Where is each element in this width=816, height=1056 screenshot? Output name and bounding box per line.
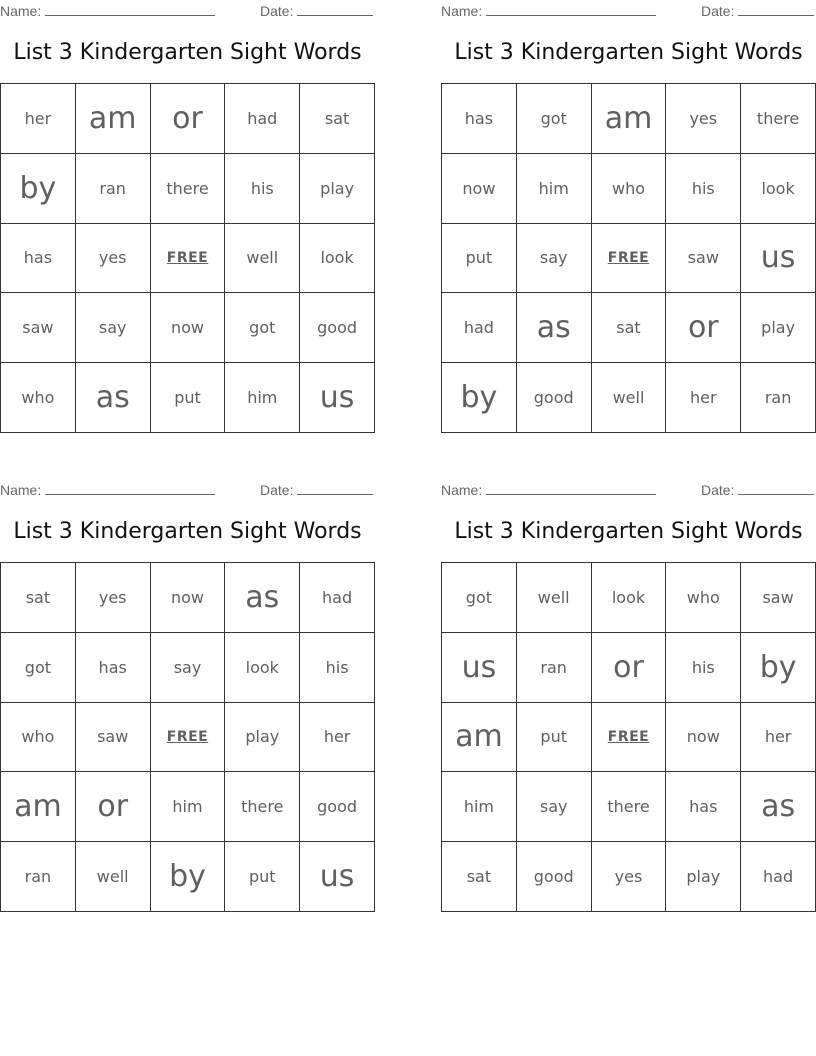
bingo-cell: play (666, 842, 741, 912)
bingo-cell: sat (300, 84, 375, 154)
bingo-cell: saw (741, 563, 816, 633)
free-space: FREE (592, 224, 667, 294)
date-label: Date: (260, 3, 294, 19)
bingo-cell: us (300, 842, 375, 912)
bingo-cell: has (76, 633, 151, 703)
bingo-cell: saw (1, 293, 76, 363)
free-space: FREE (592, 703, 667, 773)
name-label: Name: (0, 482, 42, 498)
bingo-cell: yes (666, 84, 741, 154)
bingo-grid (441, 562, 816, 912)
bingo-cell: or (151, 84, 226, 154)
bingo-cell: us (741, 224, 816, 294)
name-blank-line (45, 4, 215, 16)
bingo-cell: his (225, 154, 300, 224)
bingo-cell: got (225, 293, 300, 363)
bingo-cell: has (666, 772, 741, 842)
card-title: List 3 Kindergarten Sight Words (454, 40, 803, 65)
bingo-cell: there (741, 84, 816, 154)
name-date-row (0, 482, 375, 498)
bingo-cell: or (666, 293, 741, 363)
bingo-cell: good (300, 772, 375, 842)
date-label: Date: (701, 482, 735, 498)
bingo-cell: yes (592, 842, 667, 912)
bingo-card (441, 479, 816, 913)
date-field (701, 482, 814, 498)
bingo-cell: yes (76, 224, 151, 294)
bingo-cell: her (1, 84, 76, 154)
bingo-cell: by (1, 154, 76, 224)
bingo-cell: am (592, 84, 667, 154)
bingo-cell: ran (741, 363, 816, 433)
bingo-cell: got (517, 84, 592, 154)
bingo-cell: who (666, 563, 741, 633)
bingo-cell: as (225, 563, 300, 633)
bingo-cell: got (442, 563, 517, 633)
bingo-cell: her (741, 703, 816, 773)
bingo-grid (441, 83, 816, 433)
date-label: Date: (260, 482, 294, 498)
bingo-cell: say (517, 772, 592, 842)
name-blank-line (45, 483, 215, 495)
name-field (0, 3, 215, 19)
bingo-cell: look (225, 633, 300, 703)
bingo-card (0, 479, 375, 913)
bingo-cell: as (741, 772, 816, 842)
bingo-cell: now (666, 703, 741, 773)
bingo-cell: or (592, 633, 667, 703)
bingo-cell: say (76, 293, 151, 363)
name-date-row (441, 482, 816, 498)
bingo-cell: play (225, 703, 300, 773)
bingo-cell: had (300, 563, 375, 633)
bingo-card (0, 0, 375, 434)
bingo-cell: well (225, 224, 300, 294)
bingo-cell: had (225, 84, 300, 154)
bingo-cell: there (225, 772, 300, 842)
bingo-cell: has (1, 224, 76, 294)
bingo-cell: sat (1, 563, 76, 633)
bingo-cell: am (76, 84, 151, 154)
name-label: Name: (0, 3, 42, 19)
bingo-cell: ran (517, 633, 592, 703)
bingo-grid (0, 83, 375, 433)
bingo-cell: has (442, 84, 517, 154)
bingo-cell: by (442, 363, 517, 433)
bingo-cell: well (517, 563, 592, 633)
free-space: FREE (151, 703, 226, 773)
bingo-cell: her (300, 703, 375, 773)
bingo-cell: put (442, 224, 517, 294)
bingo-cell: play (300, 154, 375, 224)
bingo-cell: well (592, 363, 667, 433)
card-title: List 3 Kindergarten Sight Words (13, 40, 362, 65)
bingo-cell: look (741, 154, 816, 224)
name-date-row (441, 3, 816, 19)
name-label: Name: (441, 482, 483, 498)
bingo-card (441, 0, 816, 434)
bingo-cell: say (517, 224, 592, 294)
bingo-grid (0, 562, 375, 912)
bingo-cell: good (300, 293, 375, 363)
bingo-cell: his (666, 154, 741, 224)
bingo-cell: as (76, 363, 151, 433)
bingo-cell: say (151, 633, 226, 703)
bingo-cell: us (300, 363, 375, 433)
bingo-cell: there (592, 772, 667, 842)
bingo-cell: who (1, 363, 76, 433)
bingo-cell: good (517, 363, 592, 433)
bingo-cell: by (151, 842, 226, 912)
name-blank-line (486, 4, 656, 16)
bingo-cell: now (151, 563, 226, 633)
bingo-cell: ran (76, 154, 151, 224)
bingo-cell: her (666, 363, 741, 433)
bingo-cell: look (592, 563, 667, 633)
date-field (260, 482, 373, 498)
bingo-cell: yes (76, 563, 151, 633)
bingo-cell: us (442, 633, 517, 703)
name-blank-line (486, 483, 656, 495)
name-field (441, 482, 656, 498)
date-field (701, 3, 814, 19)
bingo-cell: who (1, 703, 76, 773)
bingo-cell: by (741, 633, 816, 703)
name-field (441, 3, 656, 19)
bingo-cell: am (1, 772, 76, 842)
bingo-cell: saw (76, 703, 151, 773)
bingo-cell: there (151, 154, 226, 224)
name-field (0, 482, 215, 498)
bingo-cell: now (151, 293, 226, 363)
bingo-cell: or (76, 772, 151, 842)
bingo-cell: sat (442, 842, 517, 912)
bingo-cell: him (442, 772, 517, 842)
date-blank-line (297, 483, 373, 495)
bingo-cell: saw (666, 224, 741, 294)
name-date-row (0, 3, 375, 19)
name-label: Name: (441, 3, 483, 19)
bingo-cell: him (517, 154, 592, 224)
date-blank-line (297, 4, 373, 16)
bingo-cell: got (1, 633, 76, 703)
bingo-cell: him (225, 363, 300, 433)
bingo-cell: good (517, 842, 592, 912)
bingo-cell: his (666, 633, 741, 703)
bingo-cell: well (76, 842, 151, 912)
bingo-cell: had (442, 293, 517, 363)
card-title: List 3 Kindergarten Sight Words (454, 519, 803, 544)
bingo-cell: his (300, 633, 375, 703)
bingo-cell: who (592, 154, 667, 224)
bingo-cell: play (741, 293, 816, 363)
bingo-cell: ran (1, 842, 76, 912)
bingo-cell: sat (592, 293, 667, 363)
bingo-cell: put (225, 842, 300, 912)
bingo-cell: put (517, 703, 592, 773)
bingo-cell: as (517, 293, 592, 363)
bingo-cell: had (741, 842, 816, 912)
bingo-cell: now (442, 154, 517, 224)
card-title: List 3 Kindergarten Sight Words (13, 519, 362, 544)
date-blank-line (738, 4, 814, 16)
bingo-cell: him (151, 772, 226, 842)
bingo-cell: am (442, 703, 517, 773)
date-blank-line (738, 483, 814, 495)
bingo-cell: look (300, 224, 375, 294)
free-space: FREE (151, 224, 226, 294)
date-label: Date: (701, 3, 735, 19)
date-field (260, 3, 373, 19)
bingo-cell: put (151, 363, 226, 433)
